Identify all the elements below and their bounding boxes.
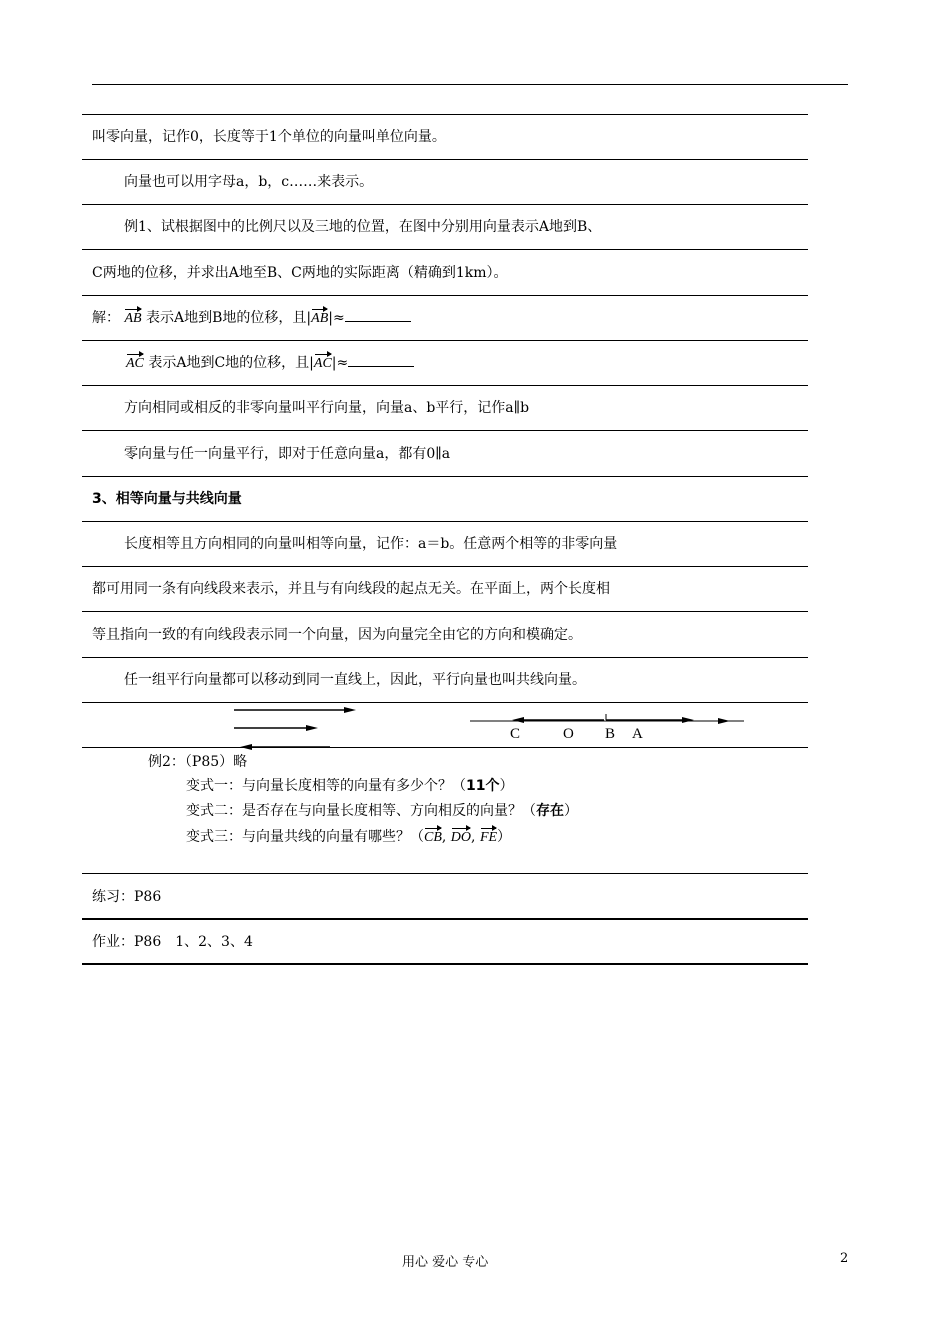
variant-two (186, 802, 578, 820)
vector-ab: AB (124, 307, 141, 328)
text-span: 表示A地到C地的位移，且| (148, 355, 314, 371)
variant-three: 变式三：与向量共线的向量有哪些？（CB, DO, FE） (186, 826, 511, 847)
vector-ac: AC (126, 352, 144, 373)
text-line: 零向量与任一向量平行，即对于任意向量a，都有0∥a (124, 446, 451, 462)
table-rule (82, 963, 808, 965)
point-label-b: B (605, 726, 616, 742)
answer-text: 存在 (536, 803, 564, 819)
text-span: 表示A地到B地的位移，且| (146, 310, 312, 326)
table-rule (82, 918, 808, 920)
text-line: 都可用同一条有向线段来表示，并且与有向线段的起点无关。在平面上，两个长度相 (92, 581, 610, 597)
table-rule (82, 873, 808, 874)
arrowhead (344, 707, 356, 713)
text-span: 变式一：与向量长度相等的向量有多少个？（ (186, 778, 466, 794)
text-span: ） (499, 778, 514, 794)
arrowhead (240, 744, 252, 750)
point-label-o: O (563, 726, 574, 742)
practice-line: 练习：P86 (92, 889, 162, 905)
page-number: 2 (840, 1251, 849, 1266)
text-span: 变式三：与向量共线的向量有哪些？（ (186, 829, 424, 845)
section-heading: 3、相等向量与共线向量 (92, 491, 242, 507)
vector-fe: FE (480, 826, 497, 847)
text-line: 等且指向一致的有向线段表示同一个向量，因为向量完全由它的方向和模确定。 (92, 627, 582, 643)
variant-one (186, 777, 513, 795)
solution-label: 解： (92, 310, 120, 326)
text-line: 方向相同或相反的非零向量叫平行向量，向量a、b平行，记作a∥b (124, 400, 530, 416)
arrowhead (682, 717, 694, 723)
homework-line: 作业：P86 1、2、3、4 (92, 934, 253, 950)
example-title: 例2：（P85）略 (148, 754, 248, 770)
text-line: 叫零向量，记作0，长度等于1个单位的向量叫单位向量。 (92, 129, 446, 145)
arrowhead (306, 725, 318, 731)
arrowhead (512, 717, 524, 723)
text-span: ） (564, 803, 578, 819)
text-line: 例1、试根据图中的比例尺以及三地的位置，在图中分别用向量表示A地到B、 (124, 219, 602, 235)
vector-cb: CB (424, 826, 442, 847)
vector-ab: AB (311, 307, 328, 328)
text-line: 长度相等且方向相同的向量叫相等向量，记作：a＝b。任意两个相等的非零向量 (124, 536, 618, 552)
vector-ac: AC (314, 352, 332, 373)
point-label-a: A (632, 726, 643, 742)
text-line: 任一组平行向量都可以移动到同一直线上，因此，平行向量也叫共线向量。 (124, 672, 586, 688)
text-span: 变式二：是否存在与向量长度相等、方向相反的向量？（ (186, 803, 536, 819)
footer-motto: 用心 爱心 专心 (402, 1255, 489, 1270)
text-line: C两地的位移，并求出A地至B、C两地的实际距离（精确到1km）。 (92, 265, 508, 281)
answer-text: 11个 (466, 778, 500, 794)
vector-do: DO (451, 826, 471, 847)
text-span: |≈ (331, 355, 349, 371)
point-label-c: C (510, 726, 521, 742)
arrowhead (718, 718, 730, 724)
text-line: 向量也可以用字母a，b，c……来表示。 (124, 174, 374, 190)
text-span: |≈ (328, 310, 345, 326)
text-span: ） (497, 829, 512, 845)
